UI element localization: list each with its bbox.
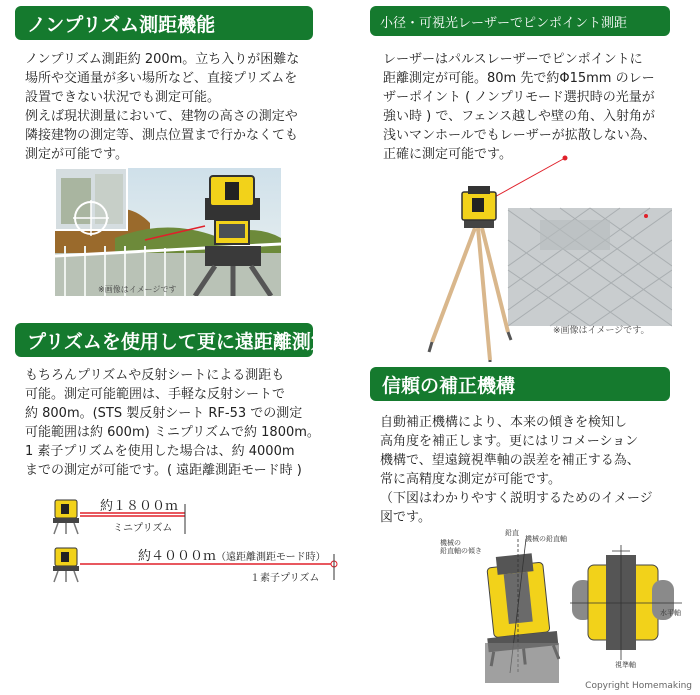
compensator-description: [380, 413, 690, 527]
noprism-line: 例えば現状測量において、建物の高さの測定や: [25, 109, 298, 124]
noprism-line: 設置できない状況でも測定可能。: [25, 90, 221, 105]
tilt-label-2: 鉛直軸の傾き: [440, 547, 482, 555]
tilt-label: 機械の: [440, 539, 461, 547]
laser-line: 正確に測定可能です。: [383, 147, 512, 162]
single-prism-label: １素子プリズム: [250, 573, 320, 584]
noprism-description: [25, 50, 325, 164]
prism-line: 可能。測定可能範囲は、手軽な反射シートで: [25, 387, 286, 402]
noprism-photo-note: ※画像はイメージです: [98, 285, 177, 294]
section-title-laser: 小径・可視光レーザーでピンポイント測距: [370, 6, 670, 36]
distance-4000-value: 約４０００ｍ: [138, 549, 217, 564]
prism-line: 1 素子プリズムを使用した場合は、約 4000m: [25, 444, 295, 459]
noprism-line: 測定が可能です。: [25, 147, 128, 162]
section-title-noprism: ノンプリズム測距機能: [15, 6, 313, 40]
compensator-line: 常に高精度な測定が可能です。: [380, 472, 561, 487]
noprism-line: 場所や交通量が多い場所など、直接プリズムを: [25, 71, 298, 86]
laser-line: 強い時 ) で、フェンス越しや壁の角、入射角が: [383, 109, 656, 124]
vertical-label: 鉛直: [505, 529, 519, 537]
section-title-prism: プリズムを使用して更に遠距離測定: [15, 323, 313, 357]
copyright: Copyright Homemaking: [585, 681, 692, 691]
laser-description: [383, 50, 683, 164]
compensator-line: 高角度を補正します。更にはリコメーション: [380, 434, 639, 449]
compensator-line: 自動補正機構により、本来の傾きを検知し: [380, 415, 628, 430]
long-range-mode-label: （遠距離測距モード時）: [216, 552, 326, 563]
noprism-photo: [55, 168, 281, 296]
distance-4000-label: [138, 545, 326, 564]
mini-prism-label: ミニプリズム: [113, 523, 173, 534]
prism-line: 可能範囲は約 600m) ミニプリズムで約 1800m。: [25, 425, 320, 440]
instrument-icon: [53, 500, 79, 534]
noprism-line: 隣接建物の測定等、測点位置まで行かなくても: [25, 128, 299, 143]
laser-photo-note: ※画像はイメージです。: [553, 326, 650, 336]
compensator-line: （下図はわかりやすく説明するためのイメージ: [380, 491, 653, 506]
compensator-line: 機構で、望遠鏡視準軸の誤差を補正する為、: [380, 453, 640, 468]
horizontal-axis-label: 水平軸: [660, 609, 681, 617]
prism-description: [25, 366, 330, 480]
section-title-compensator: 信頼の補正機構: [370, 367, 670, 401]
prism-line: 約 800m。(STS 製反射シート RF-53 での測定: [25, 406, 303, 421]
instrument-icon: [53, 548, 79, 582]
laser-line: 浅いマンホールでもレーザーが拡散しない為、: [383, 128, 656, 143]
prism-line: までの測定が可能です。( 遠距離測距モード時 ): [25, 463, 302, 478]
laser-line: 距離測定が可能。80m 先で約Φ15mm のレー: [383, 71, 655, 86]
collimation-axis-label: 視準軸: [615, 661, 636, 669]
laser-line: レーザーはパルスレーザーでピンポイントに: [383, 52, 643, 67]
noprism-line: ノンプリズム測距約 200m。立ち入りが困難な: [25, 52, 300, 67]
compensator-line: 図です。: [380, 510, 431, 525]
machine-axis-label: 機械の鉛直軸: [525, 535, 567, 543]
prism-line: もちろんプリズムや反射シートによる測距も: [25, 368, 285, 383]
distance-1800-label: 約１８００ｍ: [100, 499, 179, 514]
laser-line: ザーポイント ( ノンプリモード選択時の光量が: [383, 90, 655, 105]
